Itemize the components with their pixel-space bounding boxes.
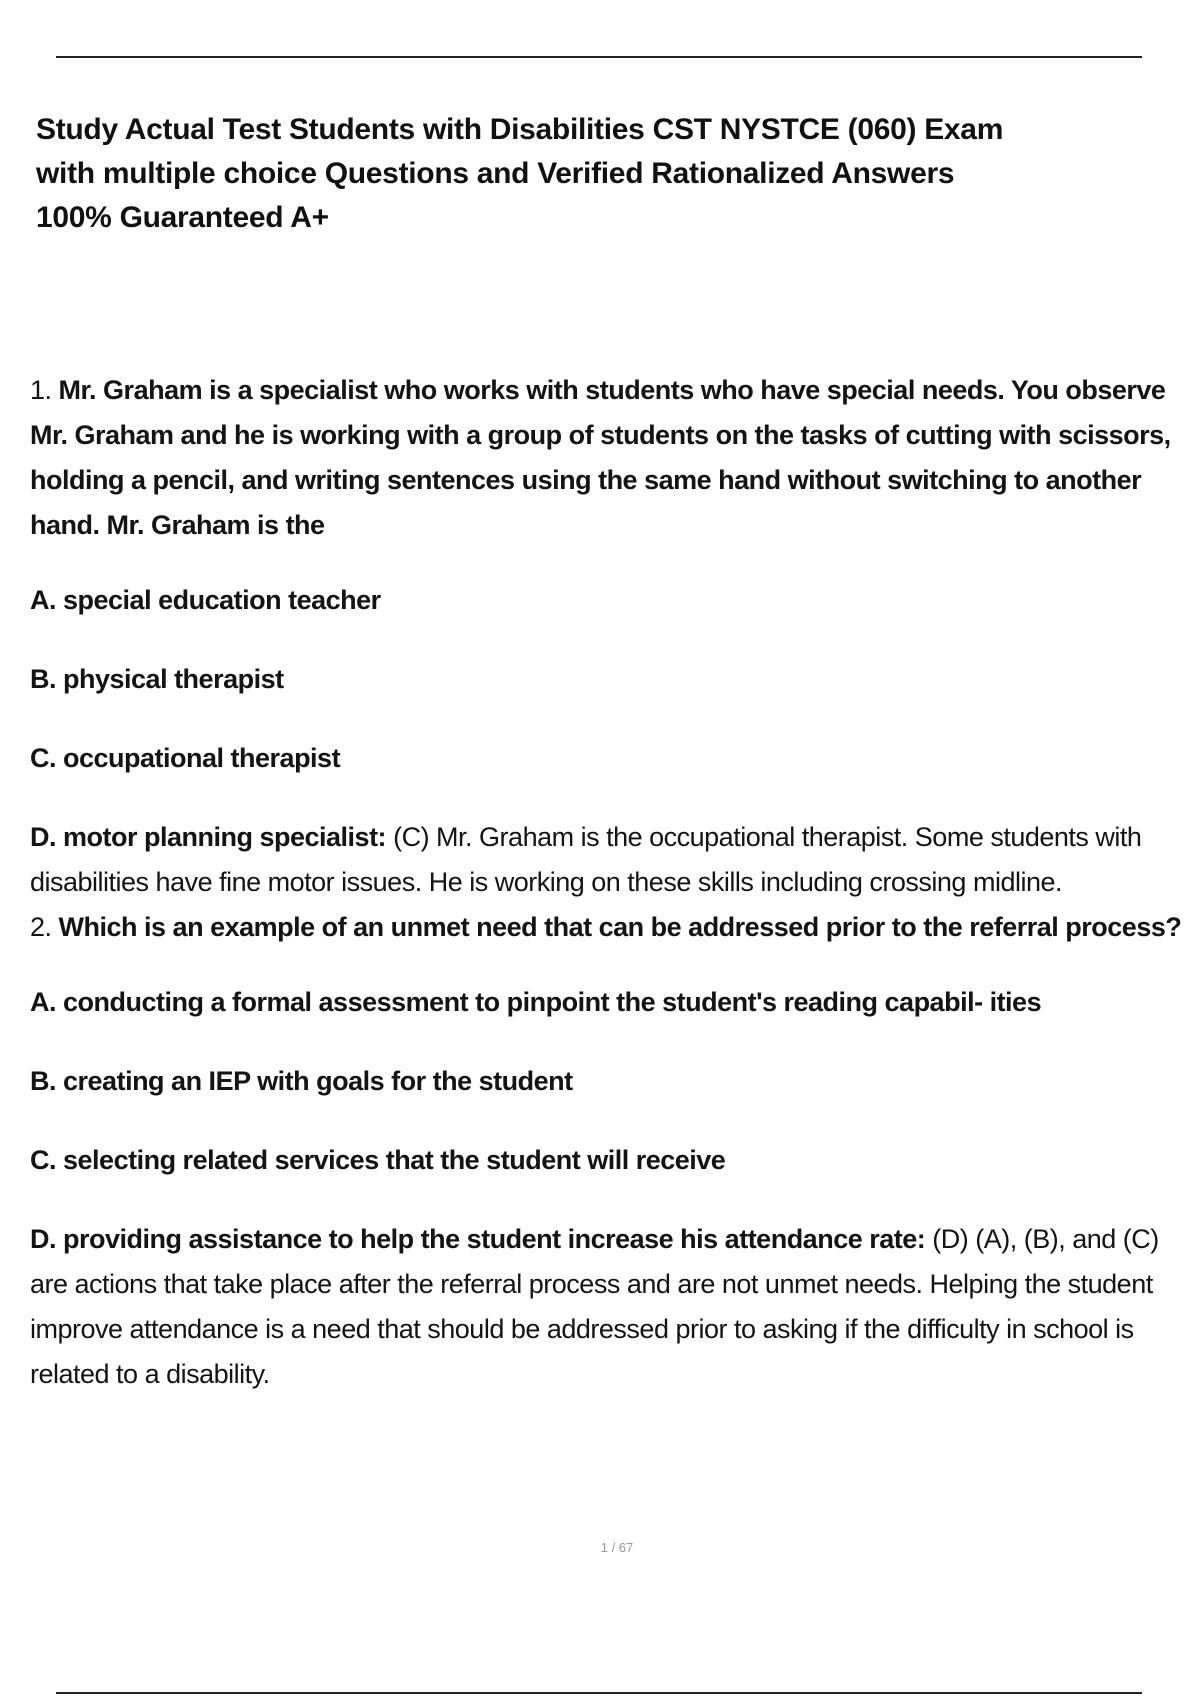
bottom-divider [56, 1692, 1142, 1694]
option-text: occupational therapist [63, 743, 341, 773]
question-1-text: Mr. Graham is a specialist who works with students who have special needs. You observe Mr. Graham and he is working with a group of students on the tasks of cutting with scissors, holding a pencil, and writing sentences using the same hand without switching to another hand. Mr. Graham is the [30, 375, 1171, 540]
question-1-option-c [30, 736, 1198, 781]
document-title [36, 108, 1136, 240]
question-2-number: 2. [30, 912, 52, 942]
question-2-option-a [30, 980, 1198, 1025]
option-text: creating an IEP with goals for the student [63, 1066, 573, 1096]
option-letter: C. [30, 1145, 56, 1175]
option-letter: B. [30, 664, 56, 694]
option-letter: D. [30, 822, 56, 852]
option-letter: A. [30, 585, 56, 615]
top-divider [56, 56, 1142, 58]
title-line-3: 100% Guaranteed A+ [36, 201, 329, 234]
option-letter: A. [30, 987, 56, 1017]
question-list [30, 368, 1198, 1397]
title-line-2: with multiple choice Questions and Verified Rationalized Answers [36, 157, 955, 190]
option-text: physical therapist [63, 664, 284, 694]
question-2-text: Which is an example of an unmet need that can be addressed prior to the referral process? [58, 912, 1182, 942]
page-number: 1 / 67 [600, 1540, 634, 1555]
question-1-option-d [30, 815, 1198, 905]
title-line-1: Study Actual Test Students with Disabilities CST NYSTCE (060) Exam [36, 113, 1004, 146]
option-text: selecting related services that the student will receive [63, 1145, 726, 1175]
option-text: special education teacher [63, 585, 381, 615]
option-text: providing assistance to help the student increase his attendance rate: [63, 1224, 926, 1254]
question-1-option-a [30, 578, 1198, 623]
question-1-number: 1. [30, 375, 52, 405]
question-1-rationale: (C) Mr. Graham is the occupational therapist. Some students with disabilities have fine motor issues. He is working on these skills including crossing midline. [30, 822, 1142, 897]
option-text: motor planning specialist: [63, 822, 387, 852]
question-2-stem [30, 905, 1198, 950]
question-2-option-c [30, 1138, 1198, 1183]
option-text: conducting a formal assessment to pinpoint the student's reading capabil- ities [63, 987, 1042, 1017]
question-2-option-d [30, 1217, 1198, 1397]
question-2-rationale: (D) (A), (B), and (C) are actions that take place after the referral process and are not unmet needs. Helping the student improve attendance is a need that should be addressed prior to asking if the difficulty in school is related to a disability. [30, 1224, 1159, 1389]
question-1-option-b [30, 657, 1198, 702]
option-letter: B. [30, 1066, 56, 1096]
option-letter: C. [30, 743, 56, 773]
option-letter: D. [30, 1224, 56, 1254]
question-1-stem [30, 368, 1198, 548]
question-2-option-b [30, 1059, 1198, 1104]
